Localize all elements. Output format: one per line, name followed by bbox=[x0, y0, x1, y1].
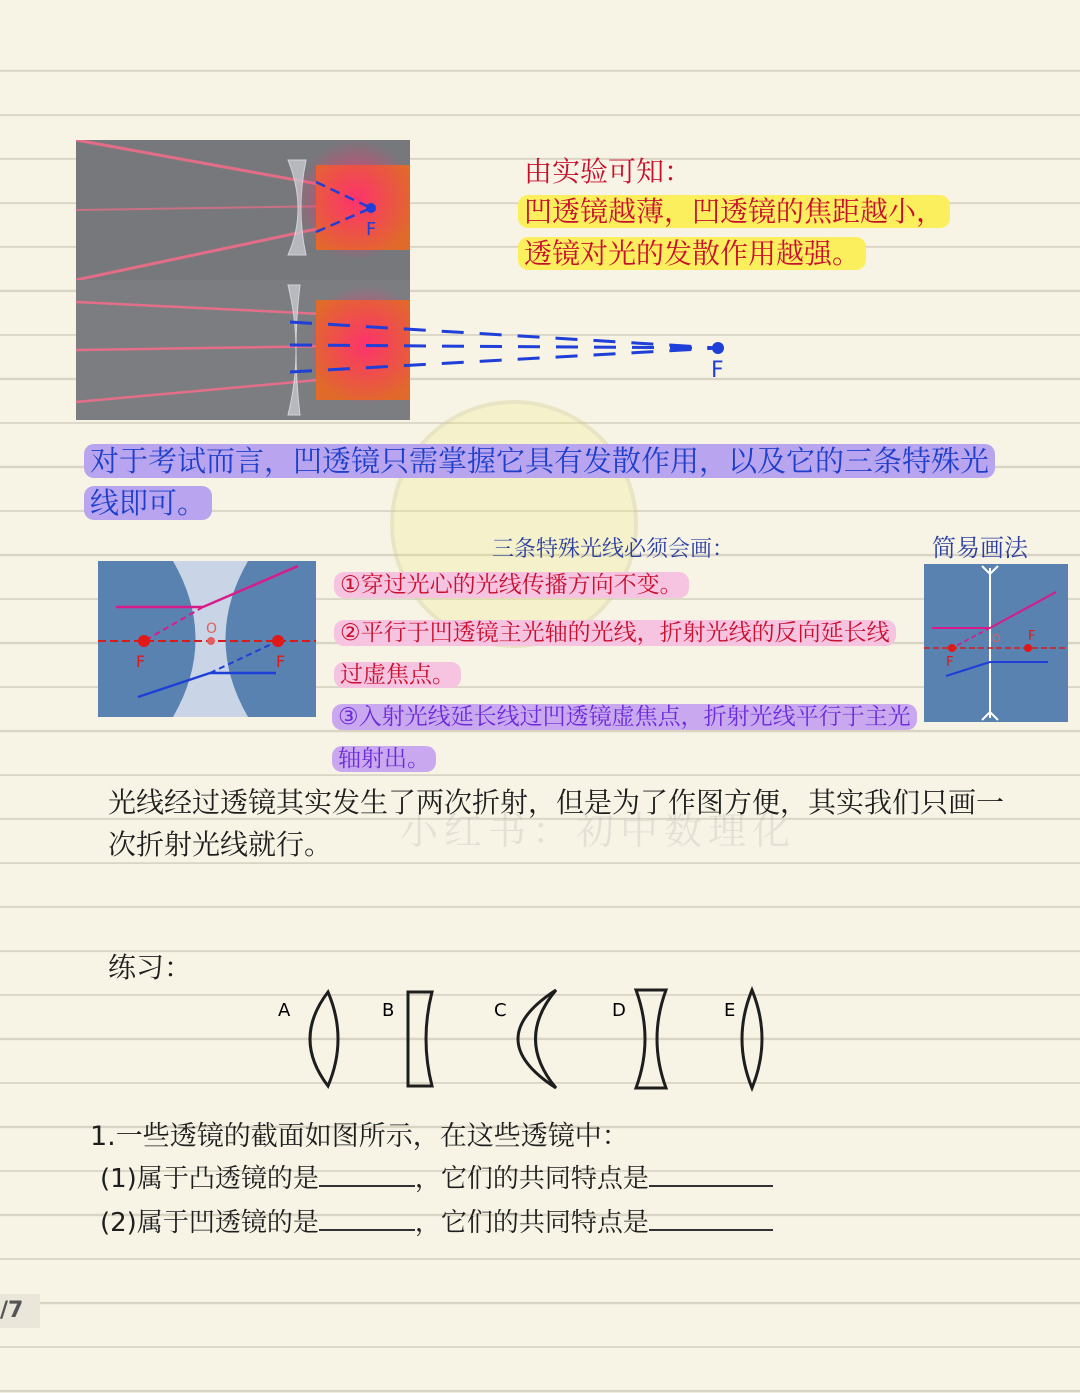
experiment-photo-top bbox=[76, 140, 410, 280]
photo-bottom-focus-label: F bbox=[711, 358, 724, 383]
practice-question: 1.一些透镜的截面如图所示，在这些透镜中： bbox=[90, 1121, 629, 1152]
q1-answer-blank-feature[interactable] bbox=[649, 1159, 773, 1187]
q2-answer-blank-feature[interactable] bbox=[649, 1203, 773, 1231]
rule1-text: ①穿过光心的光线传播方向不变。 bbox=[334, 572, 689, 598]
exam-note bbox=[84, 440, 1014, 524]
diagram-right-center: O bbox=[992, 632, 1001, 645]
rule1 bbox=[334, 566, 689, 599]
diagram-left-focus-right: F bbox=[276, 652, 286, 671]
watermark: 小红书：初中数理化 bbox=[400, 809, 797, 853]
lens-label-e: E bbox=[724, 1000, 736, 1021]
exam-note-text: 对于考试而言，凹透镜只需掌握它具有发散作用，以及它的三条特殊光线即可。 bbox=[84, 444, 995, 520]
practice-q2 bbox=[100, 1202, 773, 1239]
diagram-right-focus-right: F bbox=[1028, 629, 1036, 644]
concave-lens-diagram bbox=[98, 561, 316, 717]
lens-label-c: C bbox=[494, 1000, 507, 1021]
refraction-note: 光线经过透镜其实发生了两次折射，但是为了作图方便，其实我们只画一次折射光线就行。 bbox=[108, 786, 1005, 861]
q2-middle: ，它们的共同特点是 bbox=[414, 1208, 649, 1238]
conclusion-heading: 由实验可知： bbox=[524, 155, 693, 188]
lens-label-d: D bbox=[612, 1000, 626, 1021]
conclusion-line2-text: 透镜对光的发散作用越强。 bbox=[518, 237, 866, 270]
rule2 bbox=[334, 612, 909, 696]
diagram-right-focus-left: F bbox=[946, 655, 954, 670]
q1-answer-blank-lens[interactable] bbox=[319, 1159, 415, 1187]
lens-label-a: A bbox=[278, 1000, 291, 1021]
simple-lens-diagram bbox=[924, 564, 1068, 722]
rule2-text: ②平行于凹透镜主光轴的光线，折射光线的反向延长线过虚焦点。 bbox=[334, 620, 896, 688]
diagram-left-center: O bbox=[206, 621, 218, 637]
simple-method-heading: 简易画法 bbox=[932, 534, 1028, 562]
practice-heading: 练习： bbox=[108, 951, 193, 984]
conclusion-line1 bbox=[518, 190, 950, 230]
q1-middle: ，它们的共同特点是 bbox=[414, 1164, 649, 1194]
q1-prefix: (1)属于凸透镜的是 bbox=[100, 1164, 319, 1194]
q2-prefix: (2)属于凹透镜的是 bbox=[100, 1208, 319, 1238]
bottom-photo-extension bbox=[290, 300, 740, 400]
q2-answer-blank-lens[interactable] bbox=[319, 1203, 415, 1231]
practice-q1 bbox=[100, 1158, 773, 1195]
conclusion-line2 bbox=[518, 232, 866, 272]
practice-lenses bbox=[270, 984, 790, 1094]
photo-top-focus-label: F bbox=[366, 219, 377, 240]
watermark-mascot bbox=[390, 400, 638, 648]
conclusion-line1-text: 凹透镜越薄，凹透镜的焦距越小， bbox=[518, 195, 950, 228]
rule3-text: ③入射光线延长线过凹透镜虚焦点，折射光线平行于主光轴射出。 bbox=[332, 704, 917, 772]
lens-label-b: B bbox=[382, 1000, 395, 1021]
page-indicator: /7 bbox=[0, 1294, 40, 1328]
rule3 bbox=[332, 696, 922, 780]
special-rays-heading: 三条特殊光线必须会画： bbox=[492, 537, 735, 562]
diagram-left-focus-left: F bbox=[136, 652, 146, 671]
